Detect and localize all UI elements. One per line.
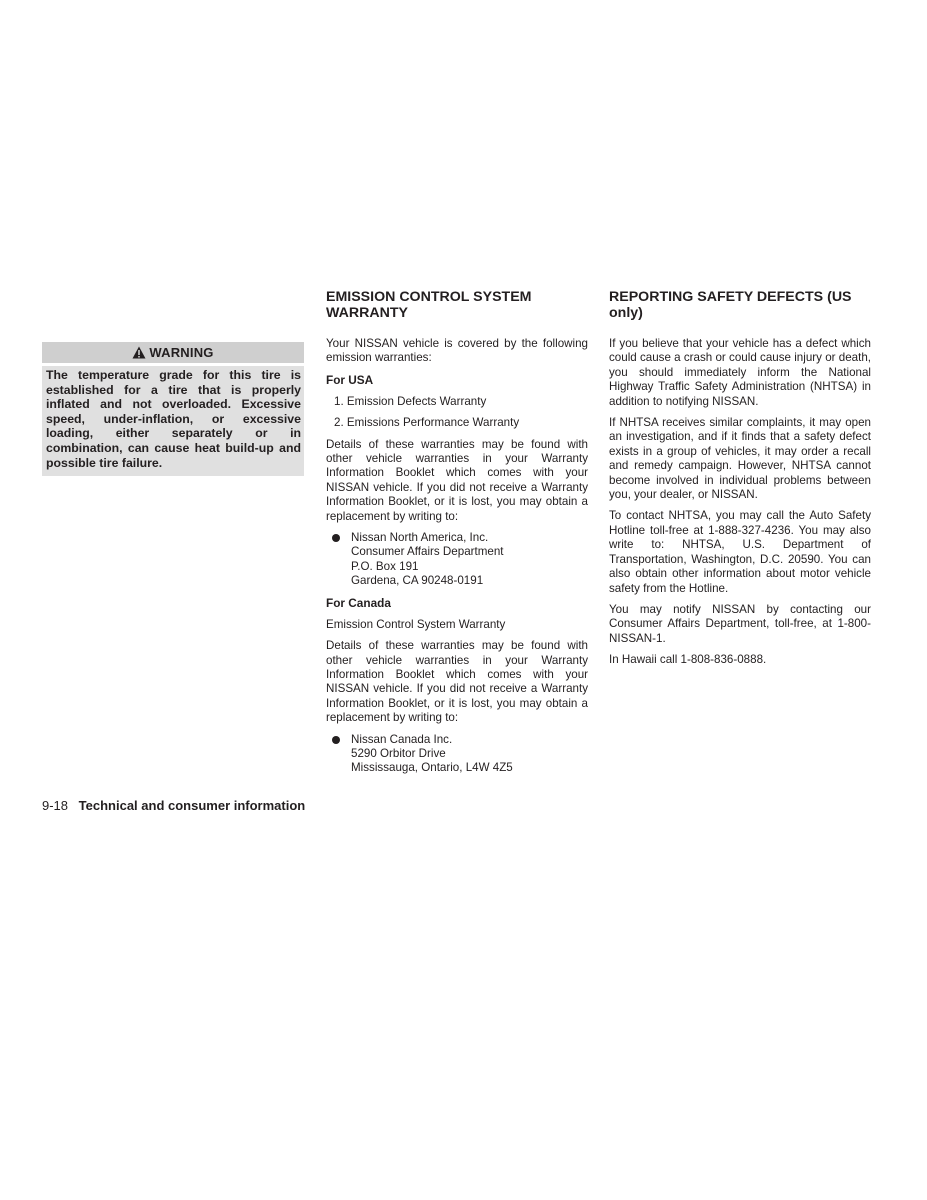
page-footer [42,798,305,813]
address-line: Nissan North America, Inc. [351,531,489,545]
reporting-paragraph: In Hawaii call 1-808-836-0888. [609,653,767,667]
bullet-dot-icon [332,736,340,744]
canada-details: Details of these warranties may be found with other vehicle warranties in your Warranty Information Booklet which comes with your NISSAN vehicle. If you did not receive a Warranty Information Booklet, or it is lost, you may obtain a replacement by writing to: [326,639,588,725]
canada-warranty: Emission Control System Warranty [326,617,506,631]
emission-heading: EMISSION CONTROL SYSTEM WARRANTY [326,289,532,321]
usa-warranty-list [326,395,588,431]
bullet-dot-icon [332,534,340,542]
address-line: Gardena, CA 90248-0191 [351,574,484,588]
warning-header [42,342,304,366]
address-line: Mississauga, Ontario, L4W 4Z5 [351,761,513,775]
emission-intro: Your NISSAN vehicle is covered by the following emission warranties: [326,337,588,365]
canada-heading: For Canada [326,595,391,610]
middle-column [326,289,588,783]
usa-address-bullet [332,531,588,589]
address-line: Nissan Canada Inc. [351,732,453,746]
list-item: 1. Emission Defects Warranty [334,394,487,408]
reporting-paragraph: If you believe that your vehicle has a defect which could cause a crash or could cause injury or death, you should immediately inform the National Highway Traffic Safety Administration (NHTSA) in addition to notifying NISSAN. [609,337,871,408]
warning-box [42,342,304,476]
usa-heading: For USA [326,372,374,387]
list-item: 2. Emissions Performance Warranty [334,416,520,430]
address-line: Consumer Affairs Department [351,545,504,559]
warning-triangle-icon [132,346,146,359]
reporting-paragraph: You may notify NISSAN by contacting our Consumer Affairs Department, toll-free, at 1-800-NISSAN-1. [609,602,871,645]
left-column [42,342,304,476]
warning-text: The temperature grade for this tire is established for a tire that is properly inflated and not overloaded. Excessive speed, under-inflation, or excessive loading, either separately or in combination, can cause heat build-up and possible tire failure. [46,368,301,470]
right-column [609,289,871,675]
usa-address [351,531,504,589]
canada-address-bullet [332,733,588,776]
canada-address [351,733,513,776]
page-number: 9-18 [42,798,69,813]
reporting-paragraph: To contact NHTSA, you may call the Auto Safety Hotline toll-free at 1-888-327-4236. You may also write to: NHTSA, U.S. Department of Transportation, Washington, D.C. 20590. You can also obtain other information about motor vehicle safety from the Hotline. [609,509,871,595]
reporting-paragraph: If NHTSA receives similar complaints, it may open an investigation, and if it finds that a safety defect exists in a group of vehicles, it may order a recall and remedy campaign. However, NHTSA cannot become involved in individual problems between you, your dealer, or NISSAN. [609,416,871,502]
address-line: P.O. Box 191 [351,559,419,573]
section-title: Technical and consumer information [78,798,306,813]
reporting-heading: REPORTING SAFETY DEFECTS (US only) [609,289,852,321]
warning-title: WARNING [149,345,214,360]
usa-details: Details of these warranties may be found with other vehicle warranties in your Warranty Information Booklet which comes with your NISSAN vehicle. If you did not receive a Warranty Information Booklet, or it is lost, you may obtain a replacement by writing to: [326,437,588,523]
address-line: 5290 Orbitor Drive [351,746,446,760]
